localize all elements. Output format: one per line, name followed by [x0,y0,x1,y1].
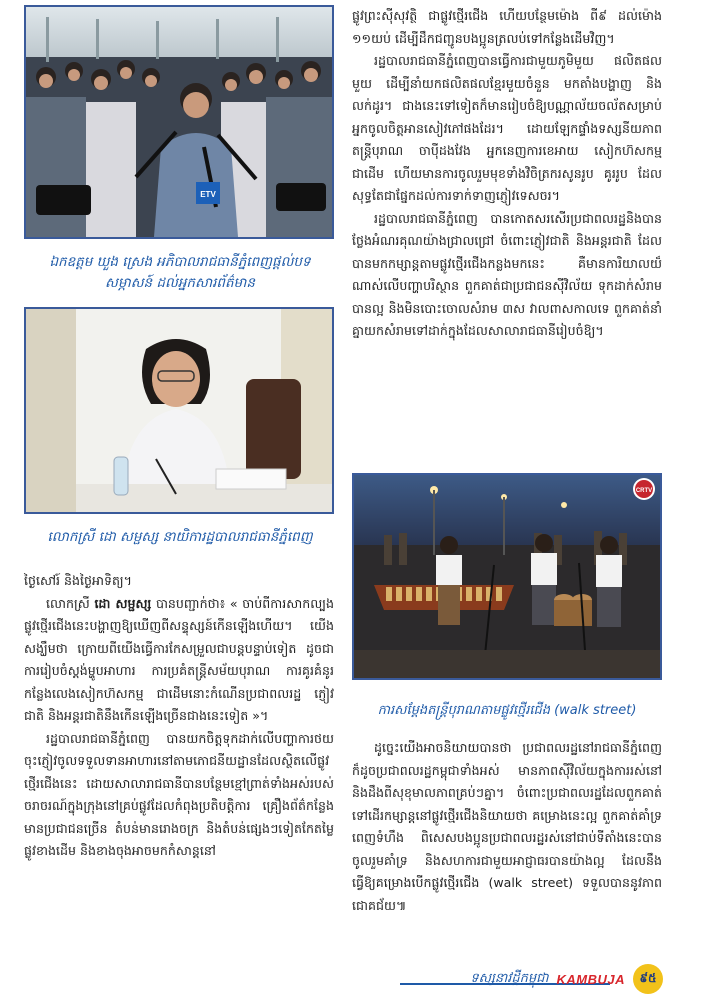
left-paragraph-2 [24,593,334,728]
right-paragraph-2: រដ្ឋបាលរាជធានីភ្នំពេញបានធ្វើការជាមួយភូមិមួយ ផលិតផលមួយ ដើម្បីនាំយកផលិតផលខ្មែរមួយចំនួន មកតាំងបង្ហាញ និងលក់ដូរ។ ជាងនេះទៅទៀតក៏មានរៀបចំឱ្យបណ្ណាល័យចល័តសម្រាប់អ្នកចូលចិត្តអានសៀវភៅផងដែរ។ ដោយឡែកផ្ទាំងទស្សនីយភាពតន្ត្រីបុរាណ ចាប៉ីដងវែង អ្នកនេញការខេអាយ សៀកហ៊សកម្ម ជាដើម ហើយមានការចូលរួមមុខទាំងវិចិត្រករសូនរូប គូររូប ដែលសុទ្ធតែជាផ្នែកដល់ការទាក់ទាញភ្ញៀវទេសចរ។ [352,53,662,203]
quote-body: បានបញ្ជាក់ថា៖ « ចាប់ពីការសាកល្បងផ្លូវថ្មើរជើងនេះបង្ហាញឱ្យឃើញពីសន្ទុស្សន៍កើនឡើងហើយ។ យើងសង្ឃឹមថា ក្រោយពីយើងធ្វើការកែសម្រួលជាបន្តបន្ទាប់ទៀត ដូចជាការរៀបចំស្តង់ម្ហូបអាហារ ការប្រគំតន្ត្រីសម័យបុរាណ ការគូរគំនូរ កន្លែងលេងសៀកហ៊សកម្ម ជាដើមនោះកំណើនប្រជាពលរដ្ឋ ភ្ញៀវជាតិ និងអន្តរជាតិនឹងកើនឡើងច្រើនជាងនេះទៀត »។ [24,595,334,723]
brand-name: KAMBUJA [556,971,625,987]
music-photo-caption: ការសម្ដែងតន្ត្រីបុរាណតាមផ្លូវថ្មើរជើង (walk street) [377,703,637,718]
music-performance-photo [352,473,662,680]
left-paragraph-1: ថ្ងៃសៅរ៍ និងថ្ងៃអាទិត្យ។ [24,573,132,588]
official-image [26,309,332,512]
camera-label: ETV [200,190,216,199]
official-photo [24,307,334,514]
right-column-text-top [352,5,662,343]
crowd-caption-line2: សម្ភាសន៍ ដល់អ្នកសារព័ត៌មាន [105,275,255,291]
crowd-caption-line1: ឯកឧត្តម ឃួង ស្រេង អភិបាលរាជធានីភ្នំពេញផ្ដល់បទ [49,254,311,270]
official-photo-caption: លោកស្រី ដោ សម្ផស្ស នាយិការដ្ឋបាលរាជធានីភ្នំពេញ [47,529,313,545]
quote-speaker-name: ដោ សម្ផស្ស [94,595,152,611]
right-paragraph-4: ដូច្នេះយើងអាចនិយាយបានថា ប្រជាពលរដ្ឋនៅរាជធានីភ្នំពេញ ក៏ដូចប្រជាពលរដ្ឋកម្ពុជាទាំងអស់ មានភាពស៊ីវិល័យក្នុងការរស់នៅ និងដឹងពីសុខុមាលភាពគ្រប់ៗគ្នា។ ចំពោះប្រជាពលរដ្ឋដែលពួកគាត់ទៅដើរកម្សាន្តនៅផ្លូវថ្មើរជើងនិយាយថា គម្រោងនេះល្អ ពួកគាត់គាំទ្រពេញទំហឹង ពិសេសបងប្អូនប្រជាពលរដ្ឋរស់នៅជាប់ទីតាំងនេះបានចូលរួមគាំទ្រ និងសហការជាមួយអាជ្ញាធរបានយ៉ាងល្អ ដែលនឹងធ្វើឱ្យគម្រោងបើកផ្លូវថ្មើរជើង (walk street) ទទួលបាននូវភាពជោគជ័យ៕ [352,740,662,913]
right-column-text-bottom [352,737,662,917]
page-number: ៩៥ [633,964,663,994]
quote-lead: លោកស្រី [46,595,90,611]
page-footer [470,964,663,994]
press-interview-image [26,7,332,237]
crowd-photo-caption [0,252,360,294]
left-column-text [24,570,334,863]
music-performance-image [354,475,660,678]
broadcaster-logo: CRTV [635,488,653,494]
left-paragraph-3: រដ្ឋបាលរាជធានីភ្នំពេញ បានយកចិត្តទុកដាក់លើបញ្ហាការថយចុះភ្ញៀវចូលទទួលទានអាហារនៅតាមភោជនីយដ្ឋានដែលស្ថិតលើផ្លូវថ្មើរជើងនេះ ដោយសាលារាជធានីបានបន្ថែមខ្មៅព្រាត់ទាំងអស់របស់ចរាចរណ៍ក្នុងក្រុងនៅគ្រប់ផ្លូវដែលកំពុងប្រតិបត្តិការ គ្រឿងព័ត៌កន្លែងមានប្រជាជនច្រើន តំបន់មានរោងចក្រ និងតំបន់ផ្សេងៗទៀតកែតម្លៃផ្លូវខាងដើម និងខាងចុងអាចមកកំសាន្តនៅ [24,730,334,858]
magazine-name: ទស្សនាវដ្ដីកម្ពុជា [470,970,549,986]
right-paragraph-3: រដ្ឋបាលរាជធានីភ្នំពេញ បានកោតសរសើរប្រជាពលរដ្ឋនិងបានថ្លែងអំណរគុណយ៉ាងជ្រាលជ្រៅ ចំពោះភ្ញៀវជាតិ និងអន្តរជាតិ ដែលបានមកកម្សាន្តតាមផ្លូវថ្មើរជើងកន្លងមកនេះ គឺមានការិយាលយ៏ណាស់លើបញ្ហាបរិស្ថាន ពួកគាត់ជាប្រជាជនស៊ីវិល័យ ទុកដាក់សំរាមបានល្អ និងមិនបោះចោលសំរាម ៣ស វាលពាសកាលទេ ពួកគាត់នាំគ្នាយកសំរាមទៅដាក់ក្នុងដែលសាលារាជធានីរៀបចំឱ្យ។ [352,210,662,338]
press-interview-photo [24,5,334,239]
right-paragraph-1: ផ្លូវព្រះស៊ីសុវត្ថិ ជាផ្លូវថ្មើរជើង ហើយបន្ថែមម៉ោង ពី៩ ដល់ម៉ោង ១១យប់ ដើម្បីដឹកជញ្ជូនបងប្អូនត្រលប់ទៅកន្លែងដើមវិញ។ [352,8,662,46]
